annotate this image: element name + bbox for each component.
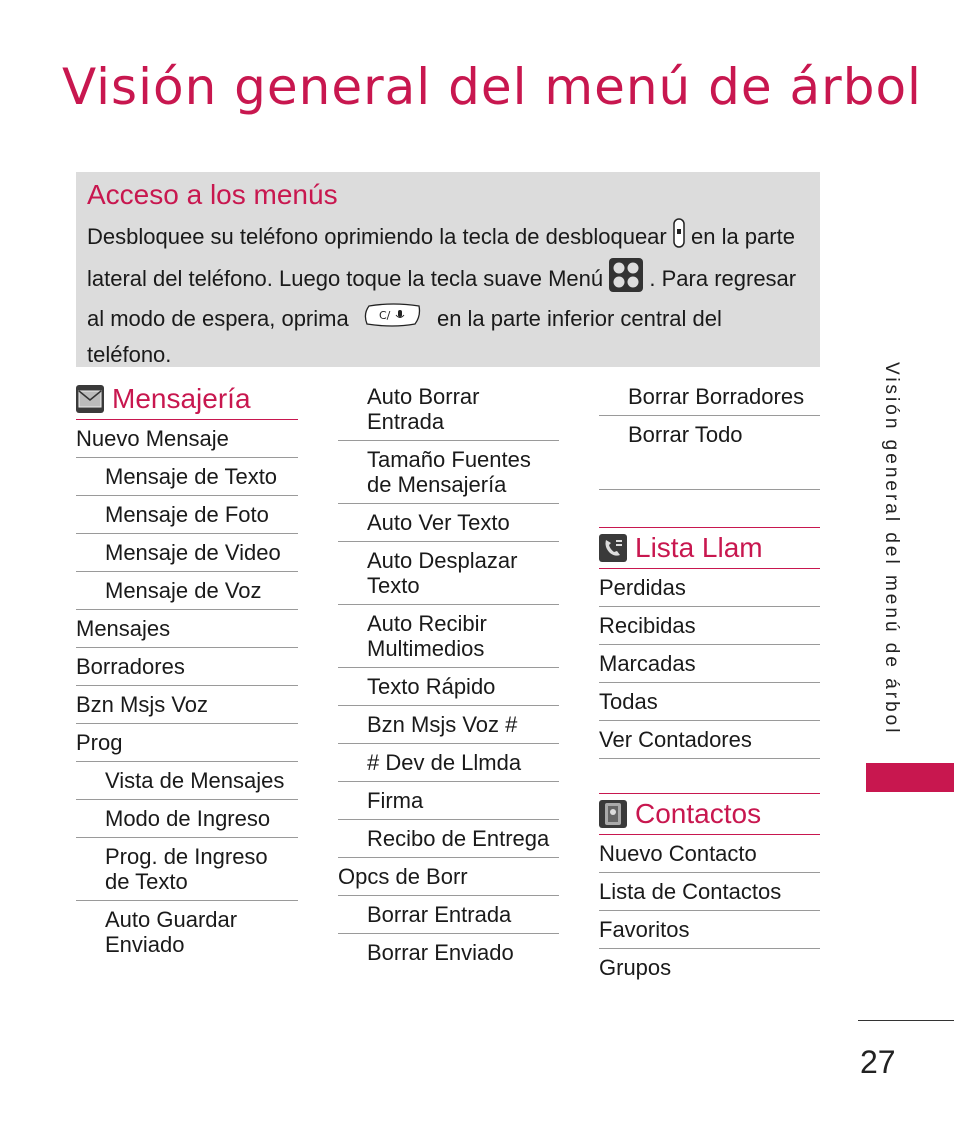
menu-item: Prog. de Ingreso de Texto [76, 838, 298, 901]
menu-item: Bzn Msjs Voz # [338, 706, 559, 744]
menu-item: Marcadas [599, 645, 820, 683]
contacts-book-icon [599, 800, 627, 828]
side-tab-marker [866, 763, 954, 792]
menu-item: Modo de Ingreso [76, 800, 298, 838]
menu-item: Mensaje de Video [76, 534, 298, 572]
clear-voice-key-icon [363, 302, 423, 338]
messaging-title: Mensajería [112, 382, 251, 414]
intro-text-2: en la parte lateral del teléfono. Luego toque la tecla suave Menú [87, 223, 795, 291]
intro-heading: Acceso a los menús [87, 179, 338, 210]
svg-text:C/: C/ [378, 309, 391, 323]
menu-item: Lista de Contactos [599, 873, 820, 911]
menu-item: Mensaje de Voz [76, 572, 298, 610]
menu-item: Opcs de Borr [338, 858, 559, 896]
menu-item: Nuevo Contacto [599, 835, 820, 873]
envelope-icon [76, 385, 104, 413]
column-messaging [76, 378, 298, 963]
menu-item: Auto Recibir Multimedios [338, 605, 559, 668]
calls-list [599, 569, 820, 759]
menu-item: Tamaño Fuentes de Mensajería [338, 441, 559, 504]
menu-item: Mensaje de Texto [76, 458, 298, 496]
divider [599, 453, 820, 490]
footer-rule [858, 1020, 954, 1021]
calls-header [599, 527, 820, 569]
messaging-list [76, 420, 298, 963]
menu-item: Borrar Entrada [338, 896, 559, 934]
column-calls-contacts [599, 378, 820, 986]
intro-text-3: . Para regresar al modo de espera, oprima [87, 265, 797, 331]
menu-item: Vista de Mensajes [76, 762, 298, 800]
contacts-title: Contactos [635, 798, 762, 829]
messaging-header [76, 378, 298, 420]
menu-item: Auto Ver Texto [338, 504, 559, 542]
menu-item: Borradores [76, 648, 298, 686]
page-title: Visión general del menú de árbol [62, 58, 922, 116]
menu-item: Recibidas [599, 607, 820, 645]
intro-text [87, 218, 808, 372]
menu-item: Favoritos [599, 911, 820, 949]
menu-item: Prog [76, 724, 298, 762]
menu-item: Firma [338, 782, 559, 820]
menu-item: # Dev de Llmda [338, 744, 559, 782]
intro-text-4: en la parte inferior central del teléfono. [87, 306, 722, 368]
menu-item: Perdidas [599, 569, 820, 607]
menu-item: Mensajes [76, 610, 298, 648]
menu-item: Mensaje de Foto [76, 496, 298, 534]
menu-item: Ver Contadores [599, 721, 820, 759]
calls-title: Lista Llam [635, 532, 763, 563]
menu-item: Auto Desplazar Texto [338, 542, 559, 605]
menu-item: Todas [599, 683, 820, 721]
menu-item: Auto Guardar Enviado [105, 907, 238, 957]
contacts-list [599, 835, 820, 986]
messaging-list-continued [338, 378, 559, 971]
intro-box [76, 172, 820, 367]
menu-item: Borrar Borradores [599, 378, 820, 416]
call-log-icon [599, 534, 627, 562]
side-tab-label: Visión general del menú de árbol [881, 362, 902, 736]
page-number: 27 [860, 1044, 896, 1080]
column-messaging-continued [338, 378, 559, 971]
menu-item: Auto Borrar Entrada [338, 378, 559, 441]
menu-item: Recibo de Entrega [338, 820, 559, 858]
menu-item: Borrar Todo [628, 422, 743, 447]
menu-item: Bzn Msjs Voz [76, 686, 298, 724]
contacts-header [599, 793, 820, 835]
menu-item: Nuevo Mensaje [76, 420, 298, 458]
unlock-key-icon [673, 218, 685, 258]
menu-item: Borrar Enviado [367, 940, 514, 965]
delete-options-list [599, 378, 820, 453]
menu-item: Grupos [599, 955, 672, 980]
intro-text-1: Desbloquee su teléfono oprimiendo la tecla de desbloquear [87, 223, 667, 249]
menu-item: Texto Rápido [338, 668, 559, 706]
menu-key-icon [609, 258, 643, 302]
